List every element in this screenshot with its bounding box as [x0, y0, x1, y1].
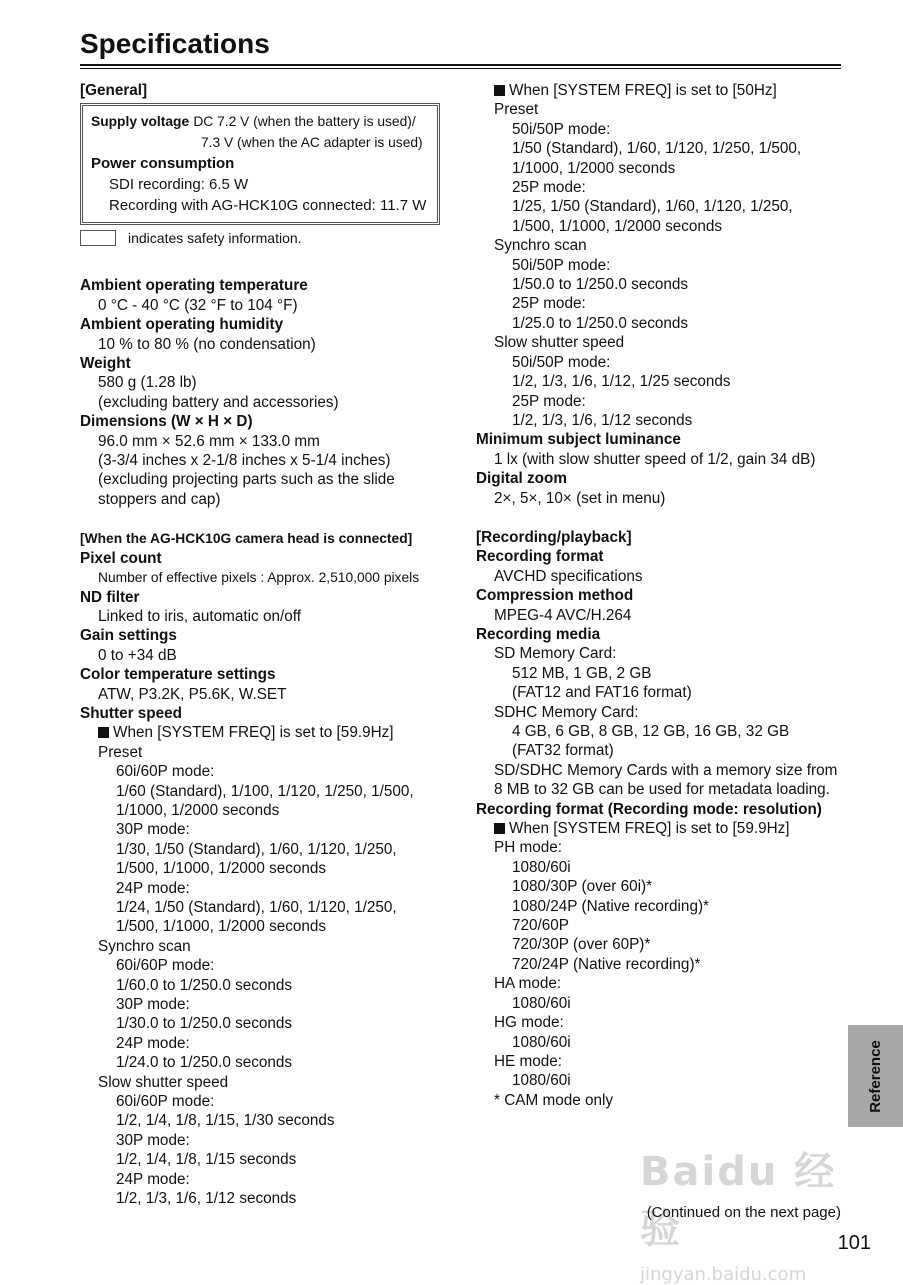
spec-text: SD Memory Card: [494, 645, 617, 663]
safety-legend-text: indicates safety information. [128, 230, 302, 247]
spec-text: 1/50.0 to 1/250.0 seconds [512, 276, 689, 294]
spec-text: 10 % to 80 % (no condensation) [98, 335, 316, 353]
spec-line [476, 1052, 856, 1071]
spec-text: 24P mode: [116, 1034, 190, 1052]
spec-line [80, 956, 455, 975]
spec-text: stoppers and cap) [98, 490, 221, 508]
spec-text: Gain settings [80, 627, 177, 645]
spec-text: 25P mode: [512, 392, 586, 410]
spec-line [476, 567, 856, 586]
spec-text: 2×, 5×, 10× (set in menu) [494, 489, 666, 507]
spec-text: 8 MB to 32 GB can be used for metadata loading. [494, 781, 830, 799]
spec-text: 4 GB, 6 GB, 8 GB, 12 GB, 16 GB, 32 GB [512, 723, 790, 740]
spec-line [80, 1170, 455, 1189]
spec-text: 1/25.0 to 1/250.0 seconds [512, 314, 689, 332]
spec-text: SDHC Memory Card: [494, 703, 639, 721]
spec-line [80, 937, 455, 956]
spec-line [476, 644, 856, 663]
safety-legend [80, 229, 455, 248]
spec-line [80, 1034, 455, 1053]
spec-text: (FAT12 and FAT16 format) [512, 684, 692, 702]
left-column [80, 81, 455, 1209]
spec-text: * CAM mode only [494, 1091, 614, 1109]
spec-line [476, 372, 856, 391]
spec-line [80, 820, 455, 839]
watermark-url: jingyan.baidu.com [640, 1264, 807, 1285]
left-specs-camera-head [80, 529, 455, 1208]
spec-line [80, 1150, 455, 1169]
spec-line [80, 646, 455, 665]
spec-line [80, 917, 455, 936]
spec-text: (FAT32 format) [512, 742, 614, 760]
spec-text: (excluding battery and accessories) [98, 393, 339, 411]
spec-text: AVCHD specifications [494, 567, 643, 585]
spec-text: 25P mode: [512, 179, 586, 197]
spec-line [80, 451, 455, 470]
spec-text: 1/24.0 to 1/250.0 seconds [116, 1054, 293, 1072]
spec-heading [80, 549, 455, 568]
spec-text: 1/50 (Standard), 1/60, 1/120, 1/250, 1/500, [512, 140, 802, 158]
spec-text: 1080/30P (over 60i)* [512, 878, 653, 896]
spec-line [80, 995, 455, 1014]
spec-heading [80, 276, 455, 295]
spec-line [476, 236, 856, 255]
spec-text: Number of effective pixels : Approx. 2,510,000 pixels [98, 570, 420, 586]
spec-line [476, 353, 856, 372]
spec-text: 1/1000, 1/2000 seconds [116, 801, 280, 819]
spec-heading [80, 529, 455, 548]
spec-heading [476, 586, 856, 605]
spec-heading [476, 528, 856, 547]
spec-text: 1080/24P (Native recording)* [512, 897, 709, 915]
spec-text: Compression method [476, 587, 634, 605]
spec-line [80, 470, 455, 489]
spec-heading [80, 315, 455, 334]
spec-line [476, 683, 856, 702]
spec-line [476, 139, 856, 158]
spec-line [476, 703, 856, 722]
spec-text: Pixel count [80, 549, 162, 567]
spec-line [476, 780, 856, 799]
spec-text: 50i/50P mode: [512, 120, 611, 138]
spec-text: HE mode: [494, 1052, 563, 1070]
spec-text: 1/60.0 to 1/250.0 seconds [116, 976, 293, 994]
safety-box-icon [80, 230, 116, 246]
title-rule-thin [80, 68, 841, 69]
title-rule-thick [80, 64, 841, 66]
spec-text: Preset [494, 101, 539, 119]
spec-line [476, 994, 856, 1013]
spec-line [476, 741, 856, 760]
spec-line [476, 722, 856, 741]
spec-text: 720/30P (over 60P)* [512, 936, 651, 954]
spec-line [476, 1071, 856, 1090]
spec-line [476, 858, 856, 877]
reference-side-tab [848, 1025, 903, 1127]
spec-line [476, 392, 856, 411]
power-consumption-sdi: SDI recording: 6.5 W [109, 176, 249, 194]
spec-line [80, 743, 455, 762]
spec-line [80, 1111, 455, 1130]
spec-line [80, 859, 455, 878]
spec-text: 720/60P [512, 917, 569, 935]
spec-heading [80, 665, 455, 684]
supply-voltage-value-1: DC 7.2 V (when the battery is used)/ [193, 114, 416, 130]
spec-text: Color temperature settings [80, 666, 276, 684]
spec-heading [476, 547, 856, 566]
right-specs-shutter [476, 81, 856, 508]
spec-line [80, 1053, 455, 1072]
spec-line [476, 1033, 856, 1052]
spec-text: Slow shutter speed [98, 1073, 229, 1091]
spec-text: 96.0 mm × 52.6 mm × 133.0 mm [98, 432, 320, 450]
spec-text: PH mode: [494, 839, 563, 857]
continued-note: (Continued on the next page) [646, 1204, 841, 1221]
spec-line [80, 607, 455, 626]
general-heading: [General] [80, 82, 148, 99]
spec-line [476, 761, 856, 780]
right-specs-recording [476, 528, 856, 1110]
spec-heading [476, 625, 856, 644]
spec-line [80, 879, 455, 898]
spec-line [476, 974, 856, 993]
spec-text: Digital zoom [476, 470, 567, 488]
spec-line [80, 568, 455, 587]
spec-text: 1/2, 1/3, 1/6, 1/12, 1/25 seconds [512, 373, 731, 391]
supply-voltage-label: Supply voltage [91, 114, 190, 130]
spec-line [476, 1091, 856, 1110]
spec-line [476, 664, 856, 683]
spec-text: 1080/60i [512, 1033, 571, 1051]
power-consumption-label: Power consumption [91, 155, 235, 173]
spec-text: (3-3/4 inches x 2-1/8 inches x 5-1/4 inches) [98, 452, 391, 470]
spec-line [476, 275, 856, 294]
spec-line [476, 877, 856, 896]
reference-tab-label: Reference [867, 1039, 885, 1113]
spec-text: 60i/60P mode: [116, 763, 215, 781]
spec-text: HG mode: [494, 1014, 564, 1032]
spec-text: 1/30, 1/50 (Standard), 1/60, 1/120, 1/250, [116, 840, 397, 858]
spec-heading [80, 412, 455, 431]
spec-text: 1/2, 1/3, 1/6, 1/12 seconds [116, 1190, 297, 1208]
spec-line [476, 819, 856, 838]
spec-text: Weight [80, 355, 131, 373]
spec-line [476, 1013, 856, 1032]
spec-text: [Recording/playback] [476, 528, 632, 546]
spec-heading [80, 704, 455, 723]
spec-line [80, 1014, 455, 1033]
spec-text: ND filter [80, 588, 140, 606]
spec-text: 60i/60P mode: [116, 1093, 215, 1111]
supply-voltage-row [91, 111, 437, 132]
black-square-bullet-icon [494, 85, 505, 96]
spec-line [476, 197, 856, 216]
spec-heading [476, 469, 856, 488]
spec-text: When [SYSTEM FREQ] is set to [59.9Hz] [113, 724, 394, 742]
spec-line [80, 782, 455, 801]
general-safety-box [80, 103, 440, 225]
spec-text: Ambient operating temperature [80, 277, 308, 295]
spec-line [476, 159, 856, 178]
spec-text: 1/500, 1/1000, 1/2000 seconds [512, 217, 723, 235]
spec-text: MPEG-4 AVC/H.264 [494, 606, 632, 624]
spec-text: ATW, P3.2K, P5.6K, W.SET [98, 685, 287, 703]
spec-heading [80, 354, 455, 373]
spec-text: 1/60 (Standard), 1/100, 1/120, 1/250, 1/500, [116, 782, 414, 800]
spec-text: [When the AG-HCK10G camera head is connected] [80, 531, 413, 547]
spec-line [476, 81, 856, 100]
spec-text: When [SYSTEM FREQ] is set to [50Hz] [509, 82, 777, 99]
spec-heading [476, 800, 856, 819]
spec-text: HA mode: [494, 975, 562, 993]
spec-text: Synchro scan [494, 237, 587, 255]
spec-text: 1/2, 1/4, 1/8, 1/15, 1/30 seconds [116, 1112, 335, 1130]
spec-text: 50i/50P mode: [512, 256, 611, 274]
spec-line [80, 335, 455, 354]
spec-text: (excluding projecting parts such as the slide [98, 471, 395, 489]
spec-text: 30P mode: [116, 1131, 190, 1149]
right-column [476, 81, 856, 1110]
spec-text: 24P mode: [116, 1170, 190, 1188]
spec-line [80, 840, 455, 859]
spec-text: 30P mode: [116, 821, 190, 839]
spec-line [476, 294, 856, 313]
watermark-logo-text: Baidu 经验 [640, 1149, 837, 1252]
power-consumption-hck10g: Recording with AG-HCK10G connected: 11.7 W [109, 197, 427, 215]
spec-text: 1 lx (with slow shutter speed of 1/2, gain 34 dB) [494, 450, 816, 468]
spec-line [476, 935, 856, 954]
spec-heading [80, 626, 455, 645]
spec-line [476, 838, 856, 857]
spec-text: 0 to +34 dB [98, 646, 177, 664]
spec-line [80, 1073, 455, 1092]
spec-line [80, 898, 455, 917]
spec-line [80, 373, 455, 392]
spec-text: 1/1000, 1/2000 seconds [512, 159, 676, 177]
spec-text: 25P mode: [512, 295, 586, 313]
spec-text: 1080/60i [512, 994, 571, 1012]
spec-text: 30P mode: [116, 996, 190, 1014]
spec-line [476, 916, 856, 935]
spec-line [476, 450, 856, 469]
spec-text: Minimum subject luminance [476, 431, 681, 449]
spec-line [476, 955, 856, 974]
spec-text: Recording media [476, 625, 601, 643]
black-square-bullet-icon [494, 823, 505, 834]
spec-text: 1080/60i [512, 1072, 571, 1090]
left-specs-general [80, 276, 455, 509]
spec-text: 512 MB, 1 GB, 2 GB [512, 664, 652, 682]
page-title: Specifications [80, 28, 270, 59]
spec-line [476, 217, 856, 236]
spec-line [80, 393, 455, 412]
spec-line [476, 100, 856, 119]
spec-text: Recording format (Recording mode: resolution) [476, 800, 822, 818]
spec-text: 0 °C - 40 °C (32 °F to 104 °F) [98, 296, 298, 314]
spec-line [476, 120, 856, 139]
spec-text: Preset [98, 743, 143, 761]
spec-line [80, 723, 455, 742]
spec-line [476, 256, 856, 275]
spec-text: 60i/60P mode: [116, 957, 215, 975]
spec-line [476, 411, 856, 430]
spec-text: Slow shutter speed [494, 334, 625, 352]
spec-line [80, 762, 455, 781]
page-number: 101 [837, 1232, 871, 1254]
spec-line [476, 333, 856, 352]
spec-text: Dimensions (W × H × D) [80, 413, 253, 431]
spec-text: When [SYSTEM FREQ] is set to [59.9Hz] [509, 820, 790, 838]
spec-text: 1080/60i [512, 858, 571, 876]
spec-line [80, 432, 455, 451]
spec-text: Synchro scan [98, 937, 191, 955]
spec-text: Linked to iris, automatic on/off [98, 607, 301, 625]
spec-text: SD/SDHC Memory Cards with a memory size from [494, 761, 838, 779]
spec-text: Ambient operating humidity [80, 316, 284, 334]
spec-text: 1/500, 1/1000, 1/2000 seconds [116, 918, 327, 936]
spec-heading [476, 430, 856, 449]
spec-text: 1/24, 1/50 (Standard), 1/60, 1/120, 1/250, [116, 899, 397, 916]
spec-line [80, 1131, 455, 1150]
spec-line [80, 685, 455, 704]
spec-line [476, 489, 856, 508]
spec-line [476, 606, 856, 625]
spec-text: 24P mode: [116, 879, 190, 897]
spec-line [476, 178, 856, 197]
spec-text: 1/30.0 to 1/250.0 seconds [116, 1015, 293, 1033]
spec-text: 1/2, 1/4, 1/8, 1/15 seconds [116, 1151, 297, 1169]
spec-line [80, 490, 455, 509]
spec-text: 1/2, 1/3, 1/6, 1/12 seconds [512, 411, 693, 429]
spec-text: 1/500, 1/1000, 1/2000 seconds [116, 860, 327, 878]
black-square-bullet-icon [98, 727, 109, 738]
spec-line [80, 976, 455, 995]
spec-heading [80, 588, 455, 607]
supply-voltage-value-2: 7.3 V (when the AC adapter is used) [201, 135, 423, 151]
spec-text: 720/24P (Native recording)* [512, 955, 701, 973]
spec-text: Shutter speed [80, 704, 182, 722]
spec-line [476, 314, 856, 333]
spec-line [80, 296, 455, 315]
spec-line [80, 1092, 455, 1111]
spec-line [476, 897, 856, 916]
spec-text: 50i/50P mode: [512, 353, 611, 371]
spec-line [80, 1189, 455, 1208]
spec-text: 1/25, 1/50 (Standard), 1/60, 1/120, 1/250, [512, 198, 793, 216]
spec-text: 580 g (1.28 lb) [98, 374, 197, 392]
spec-line [80, 801, 455, 820]
spec-text: Recording format [476, 548, 604, 566]
